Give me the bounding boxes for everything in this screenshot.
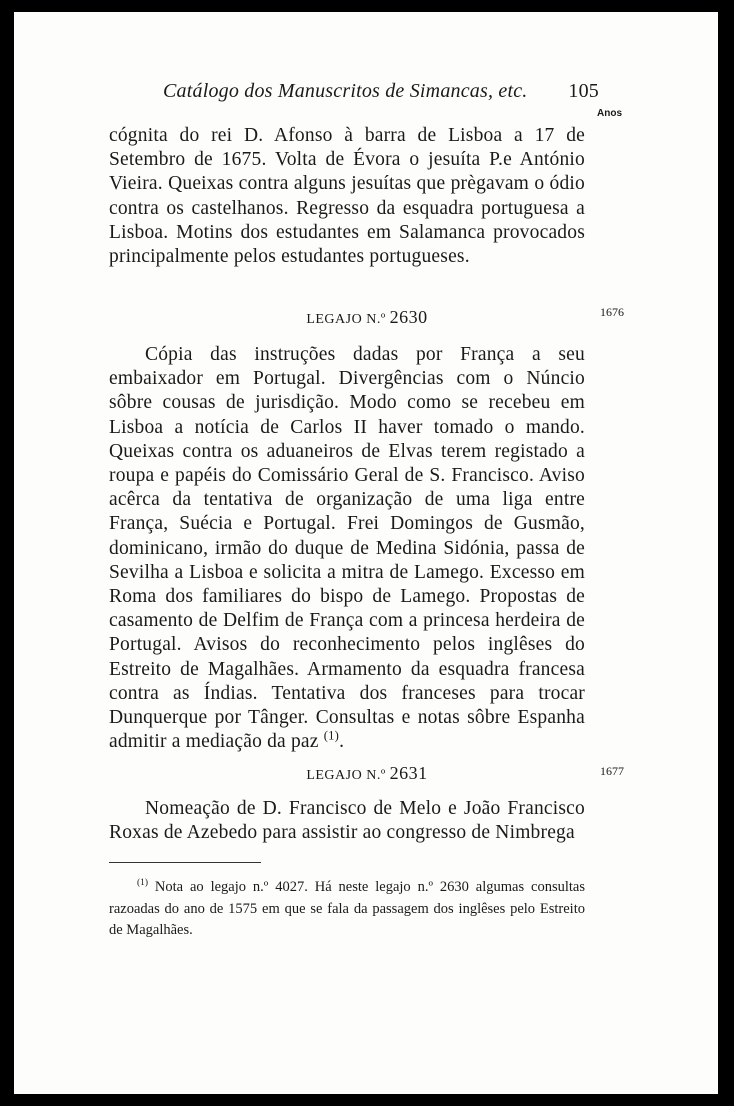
legajo-heading-2630 [0, 307, 734, 328]
running-title: Catálogo dos Manuscritos de Simancas, etc. [163, 80, 528, 102]
margin-heading-anos: Anos [597, 108, 622, 119]
legajo-2630-summary [109, 343, 585, 754]
legajo-number: 2631 [389, 763, 428, 783]
footnote [109, 877, 585, 942]
summary-end: . [339, 731, 345, 753]
footnote-reference: (1) [323, 728, 340, 743]
legajo-label: LEGAJO N.º [306, 312, 386, 327]
running-header [163, 80, 599, 103]
summary-text: Cópia das instruções dadas por França a seu embaixador em Portugal. Divergências com o Núncio sôbre cousas de jurisdição. Modo como se recebeu em Lisboa a notícia de Carlos II haver tomado o mando. Queixas contra os aduaneiros de Elvas terem registado a roupa e papéis do Comissário Geral de S. Francisco. Aviso acêrca da tentativa de organização de uma liga entre França, Suécia e Portugal. Frei Domingos de Gusmão, dominicano, irmão do duque de Medina Sidónia, passa de Sevilha a Lisboa e solicita a mitra de Lamego. Excesso em Roma dos familiares do bispo de Lamego. Propostas de casamento de Delfim de França com a princesa herdeira de Portugal. Avisos do reconhecimento pelos inglêses do Estreito de Magalhães. Armamento da esquadra francesa contra as Índias. Tentativa dos franceses para trocar Dunquerque por Tânger. Consultas e notas sôbre Espanha admitir a mediação da paz [109, 344, 585, 753]
footnote-divider [109, 862, 261, 863]
margin-year-1676: 1676 [600, 305, 624, 319]
page-number: 105 [568, 80, 599, 102]
legajo-number: 2630 [389, 307, 428, 327]
footnote-text: Nota ao legajo n.º 4027. Há neste legajo n.º 2630 algumas consultas razoadas do ano de 1575 em que se fala da passagem dos inglêses pelo Estreito de Magalhães. [109, 879, 585, 938]
footnote-mark: (1) [137, 878, 148, 889]
legajo-label: LEGAJO N.º [306, 768, 386, 783]
margin-year-1677: 1677 [600, 764, 624, 778]
paragraph-continuation: cógnita do rei D. Afonso à barra de Lisboa a 17 de Setembro de 1675. Volta de Évora o jesuíta P.e António Vieira. Queixas contra alguns jesuítas que prègavam o ódio contra os castelhanos. Regresso da esquadra portuguesa a Lisboa. Motins dos estudantes em Salamanca provocados principalmente pelos estudantes portugueses. [109, 125, 585, 268]
legajo-heading-2631 [0, 763, 734, 784]
legajo-2631-summary: Nomeação de D. Francisco de Melo e João Francisco Roxas de Azebedo para assistir ao congresso de Nimbrega [109, 798, 585, 844]
